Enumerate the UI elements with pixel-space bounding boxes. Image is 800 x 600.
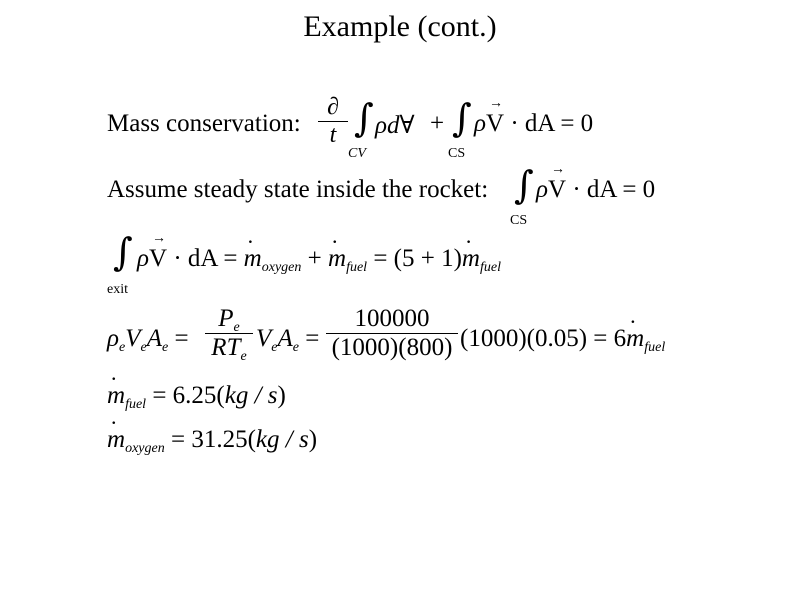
integral-cs-lower-2: CS <box>510 213 528 228</box>
rte-denominator <box>205 333 253 362</box>
dot-dA: · dA <box>572 176 617 203</box>
integral-exit-sign: ∫ <box>113 230 133 274</box>
pressure-over-rt <box>205 305 253 362</box>
e-subscript: e <box>119 340 126 355</box>
P: P <box>218 305 234 332</box>
equals: = <box>174 325 189 352</box>
e-subscript: e <box>233 320 240 335</box>
rho: ρ <box>536 176 548 203</box>
mdot-fuel: m . <box>626 325 644 353</box>
integral-cv-lower: CV <box>348 146 366 161</box>
e-subscript: e <box>271 340 278 355</box>
numeric-denominator: (1000)(800) <box>326 333 458 362</box>
velocity-vector: → V <box>548 176 566 204</box>
slide-title: Example (cont.) <box>303 10 497 43</box>
V: V <box>125 325 141 352</box>
integral-cs-sign: ∫ <box>452 96 472 140</box>
numeric-tail <box>460 325 665 353</box>
integral-exit-lower: exit <box>107 282 128 297</box>
velocity-vector: → V <box>149 245 167 273</box>
oxygen-value: = 31.25( <box>170 426 256 453</box>
equals: = <box>373 245 388 272</box>
e-subscript: e <box>140 340 147 355</box>
dot-dA: · dA <box>173 245 218 272</box>
integral-cs-sign-2: ∫ <box>514 163 534 207</box>
close-paren: ) <box>308 426 318 453</box>
equals: = <box>305 325 320 352</box>
fuel-subscript: fuel <box>346 260 368 275</box>
pe-numerator <box>205 305 253 333</box>
mdot-fuel-2: m . <box>462 245 480 273</box>
units: kg / s <box>255 426 309 453</box>
mdot-oxygen: m . <box>107 426 125 454</box>
integral-cv-sign: ∫ <box>354 96 374 140</box>
fuel-subscript: fuel <box>125 397 147 412</box>
A: A <box>277 325 293 352</box>
fuel-subscript-2: fuel <box>479 260 501 275</box>
velocity-vector: → V <box>486 110 504 138</box>
steady-state-label: Assume steady state inside the rocket: <box>107 176 489 203</box>
plus-sign: + <box>430 110 445 137</box>
equals-zero: = 0 <box>622 176 656 203</box>
rho-d-volume: ρd∀ <box>375 112 415 139</box>
factor: (5 + 1) <box>393 245 462 272</box>
flux-term-2 <box>536 176 655 204</box>
ve-ae-term <box>256 325 319 353</box>
mdot-fuel: m . <box>328 245 346 273</box>
e-subscript: e <box>162 340 169 355</box>
dot-dA: · dA <box>510 110 555 137</box>
rho: ρ <box>107 325 119 352</box>
oxygen-subscript: oxygen <box>125 441 165 456</box>
e-subscript: e <box>292 340 299 355</box>
mdot-fuel: m . <box>107 382 125 410</box>
numeric-numerator: 100000 <box>354 305 430 332</box>
equals: = <box>223 245 238 272</box>
partial-t: t <box>318 121 348 149</box>
numeric-fraction <box>326 305 458 362</box>
mdot-oxygen: m . <box>244 245 262 273</box>
e-subscript: e <box>240 349 247 364</box>
partial-symbol: ∂ <box>327 94 339 120</box>
units: kg / s <box>224 382 278 409</box>
fuel-value: = 6.25( <box>152 382 225 409</box>
rho: ρ <box>474 110 486 137</box>
oxygen-subscript: oxygen <box>261 260 302 275</box>
equals-zero: = 0 <box>560 110 594 137</box>
integral-cs-lower: CS <box>448 146 466 161</box>
flux-term <box>474 110 593 138</box>
V: V <box>256 325 272 352</box>
fuel-mass-flow-result <box>107 382 286 410</box>
rho-v-a-term <box>107 325 189 353</box>
exit-flux-term <box>137 245 501 273</box>
plus-sign: + <box>307 245 322 272</box>
mass-conservation-label: Mass conservation: <box>107 110 301 137</box>
tail-value: (1000)(0.05) = 6 <box>460 325 627 352</box>
close-paren: ) <box>277 382 286 409</box>
RT: RT <box>211 334 241 361</box>
rho: ρ <box>137 245 149 272</box>
partial-derivative <box>318 94 348 149</box>
oxygen-mass-flow-result <box>107 426 317 454</box>
A: A <box>146 325 162 352</box>
fuel-subscript: fuel <box>644 340 666 355</box>
